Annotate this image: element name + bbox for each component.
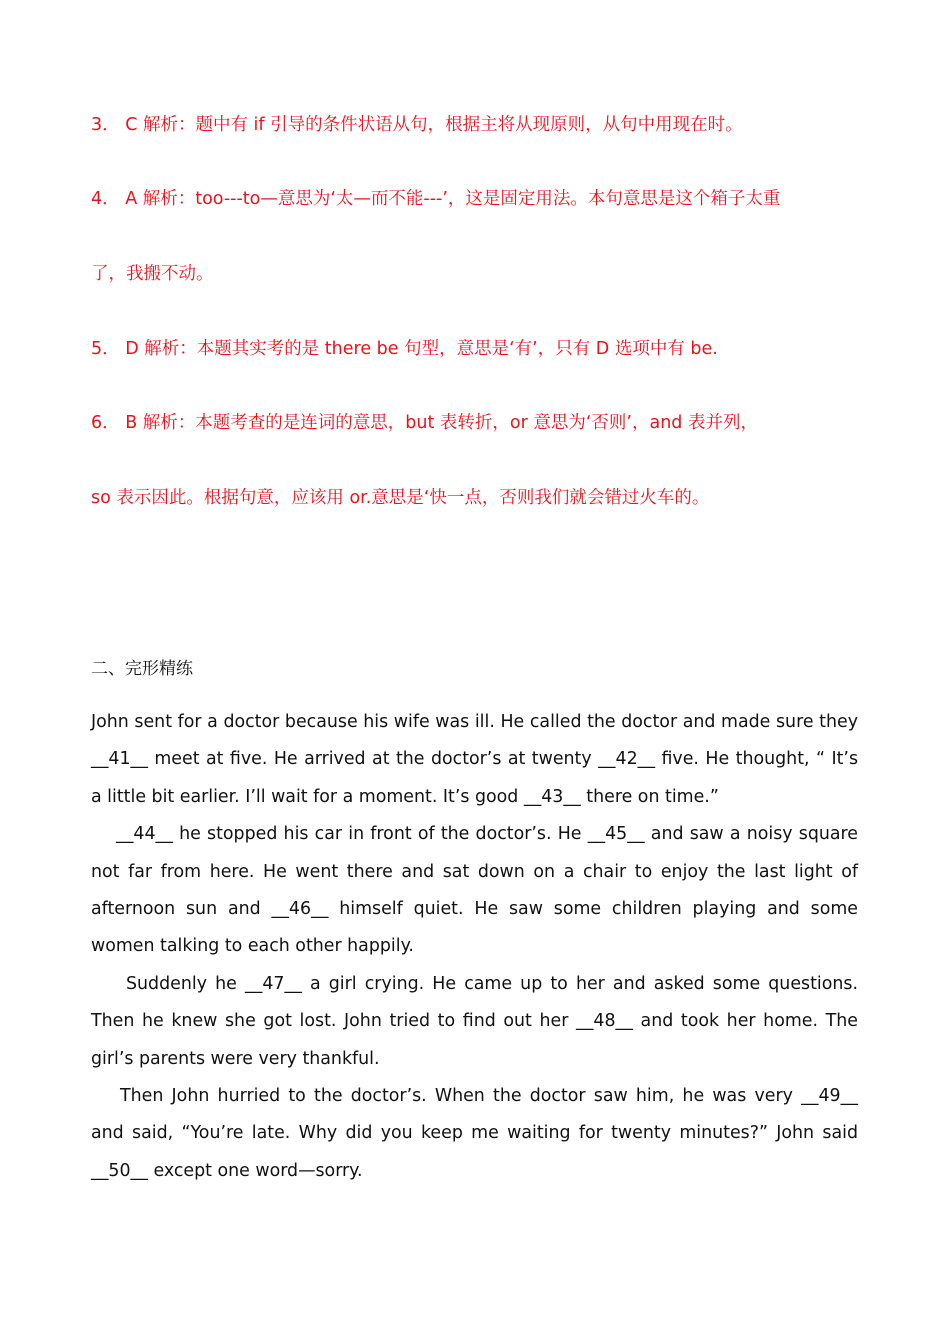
passage-paragraph-4: Then John hurried to the doctor’s. When the doctor saw him, he was very __49__ and said, “You’re late. Why did you keep me waiting for twenty minutes?” John said __50__ except one word—sorry. [91, 1086, 858, 1181]
section-title: 二、完形精练 [91, 659, 193, 679]
answer-explanation-5: 5． D 解析：本题其实考的是 there be 句型，意思是‘有’，只有 D 选项中有 be. [91, 339, 718, 359]
passage-paragraph-3: Suddenly he __47__ a girl crying. He came up to her and asked some questions. Then he knew she got lost. John tried to find out her __48__ and took her home. The girl’s parents were very thankful. [91, 973, 858, 1069]
answer-explanation-3: 3． C 解析：题中有 if 引导的条件状语从句，根据主将从现原则，从句中用现在时。 [91, 115, 743, 135]
answer-explanation-6: 6． B 解析：本题考查的是连词的意思，but 表转折，or 意思为‘否则’，and 表并列， [91, 413, 758, 433]
passage-paragraph-2: __44__ he stopped his car in front of the doctor’s. He __45__ and saw a noisy square not far from here. He went there and sat down on a chair to enjoy the last light of afternoon sun and __46__ himself quiet. He saw some children playing and some women talking to each other happily. [91, 824, 858, 957]
answer-explanation-4: 4． A 解析：too---to—意思为‘太—而不能---’，这是固定用法。本句意思是这个箱子太重 [91, 189, 781, 209]
cloze-passage [91, 704, 858, 1190]
answer-explanation-6-continued: so 表示因此。根据句意，应该用 or.意思是‘快一点，否则我们就会错过火车的。 [91, 488, 710, 508]
answer-explanation-4-continued: 了，我搬不动。 [91, 264, 214, 284]
passage-paragraph-1: John sent for a doctor because his wife was ill. He called the doctor and made sure they __41__ meet at five. He arrived at the doctor’s at twenty __42__ five. He thought, “ It’s a little bit earlier. I’ll wait for a moment. It’s good __43__ there on time.” [91, 712, 858, 807]
